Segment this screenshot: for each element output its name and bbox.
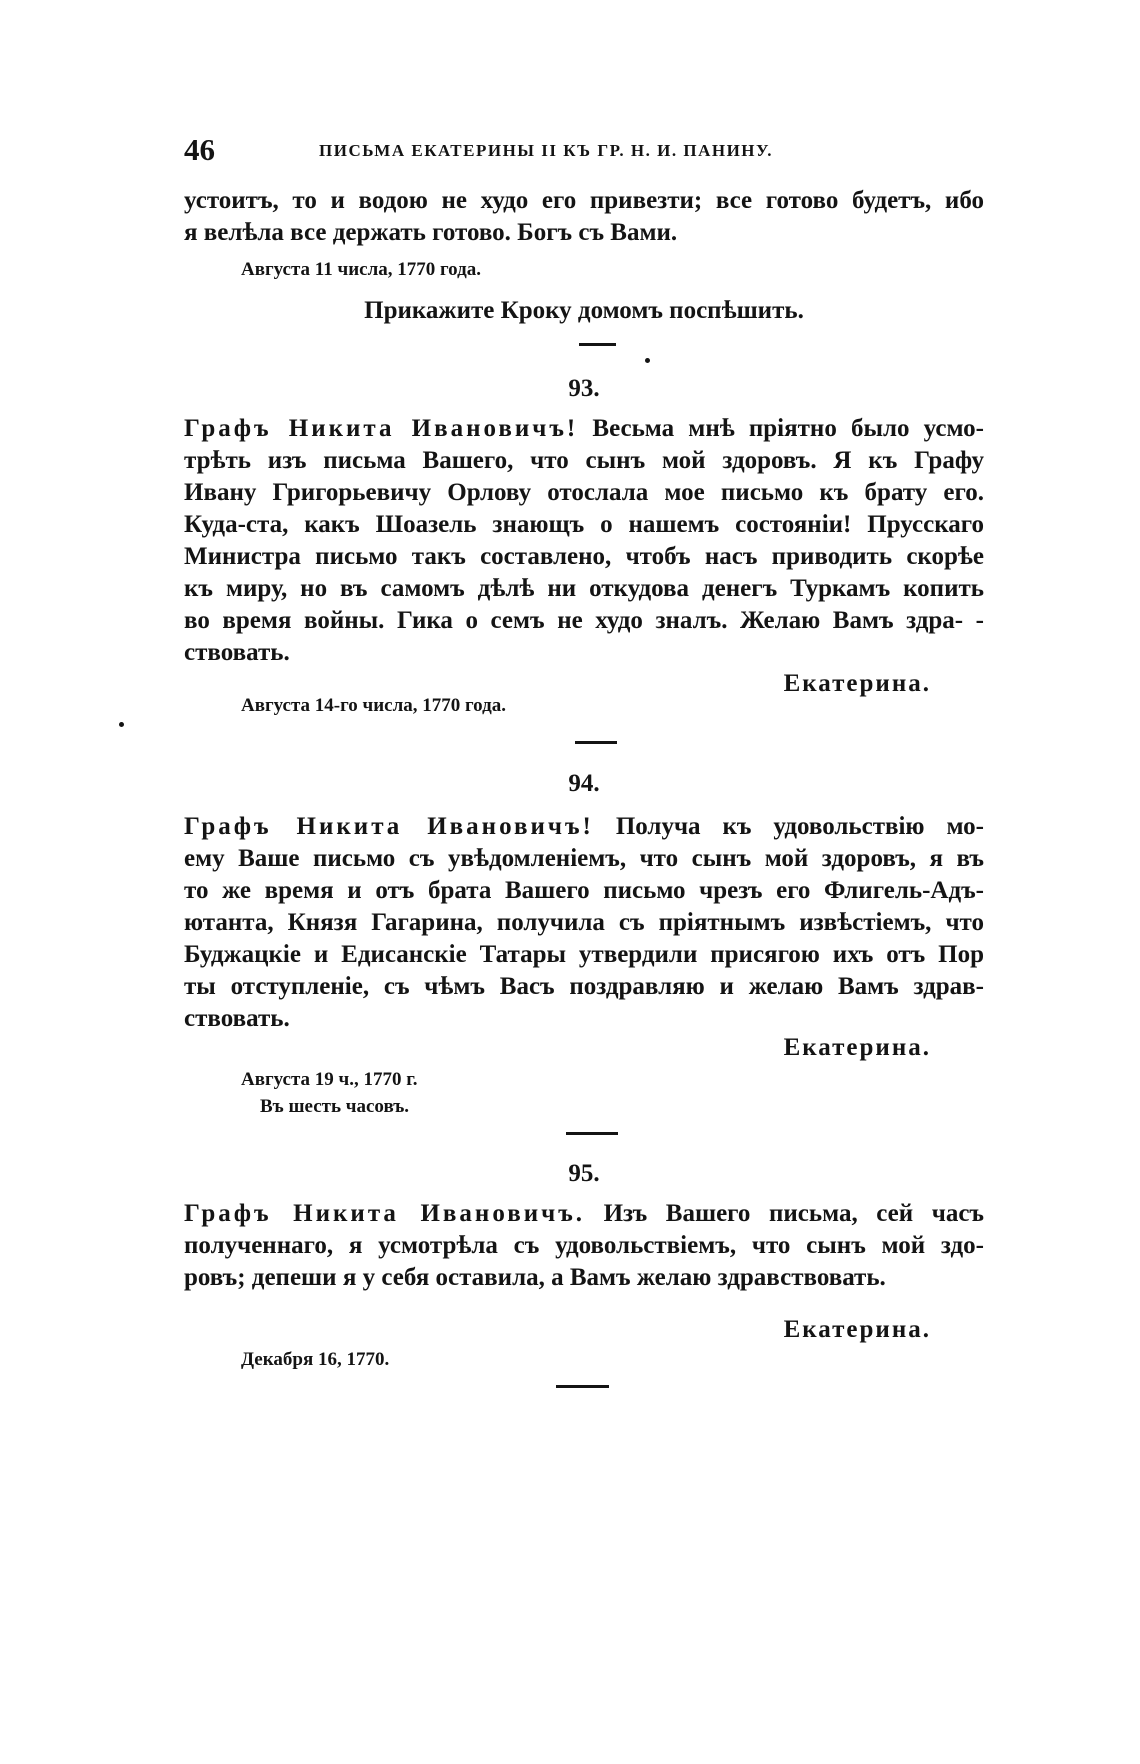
letter-date: Декабря 16, 1770. [241, 1349, 390, 1370]
salutation: Графъ Никита Ивановичъ! [184, 813, 594, 840]
text-line: ствовать. [184, 639, 290, 666]
text-line [184, 812, 984, 842]
page-header [184, 132, 984, 172]
text-line: устоитъ, то и водою не худо его привезти; все готово будетъ, ибо [184, 187, 984, 214]
text-line: трѣть изъ письма Вашего, что сынъ мой здоровъ. Я къ Графу [184, 447, 984, 474]
page-number: 46 [184, 132, 215, 167]
text-line: полученнаго, я усмотрѣла съ удовольствіемъ, что сынъ мой здо- [184, 1232, 984, 1259]
text-line: ствовать. [184, 1005, 290, 1032]
text-line: ему Ваше письмо съ увѣдомленіемъ, что сынъ мой здоровъ, я въ [184, 845, 984, 872]
signature: Екатерина. [783, 670, 931, 697]
running-title: ПИСЬМА ЕКАТЕРИНЫ II КЪ ГР. Н. И. ПАНИНУ. [319, 141, 773, 160]
text-line: ты отступленіе, съ чѣмъ Васъ поздравляю и желаю Вамъ здрав- [184, 973, 984, 1000]
letter-date: Августа 19 ч., 1770 г. [241, 1069, 418, 1090]
text-line: то же время и отъ брата Вашего письмо чрезъ его Флигель-Адъ- [184, 877, 984, 904]
text-line [184, 414, 984, 444]
salutation-continuation: Весьма мнѣ пріятно было усмо- [592, 415, 984, 442]
letter-date: Августа 14-го числа, 1770 года. [241, 695, 506, 716]
letter-number: 94. [568, 770, 600, 797]
salutation-continuation: Изъ Вашего письма, сей часъ [603, 1200, 984, 1227]
signature: Екатерина. [783, 1316, 931, 1343]
letter-date: Августа 11 числа, 1770 года. [241, 259, 481, 280]
letter-number: 93. [568, 375, 600, 402]
salutation-continuation: Получа къ удовольствію мо- [615, 813, 984, 840]
section-divider [556, 1385, 609, 1388]
signature: Екатерина. [783, 1034, 931, 1061]
salutation: Графъ Никита Ивановичъ. [184, 1200, 586, 1227]
section-divider [566, 1132, 618, 1135]
text-line: Министра письмо такъ составлено, чтобъ насъ приводить скорѣе [184, 543, 984, 570]
ink-speck [645, 358, 650, 363]
salutation: Графъ Никита Ивановичъ! [184, 415, 579, 442]
text-line: ровъ; депеши я у себя оставила, а Вамъ желаю здравствовать. [184, 1264, 886, 1291]
letter-number: 95. [568, 1160, 600, 1187]
ink-speck [119, 722, 124, 727]
section-divider [579, 343, 616, 346]
section-divider [575, 741, 617, 744]
text-line: я велѣла все держать готово. Богъ съ Вами. [184, 219, 678, 246]
text-line: Буджацкіе и Едисанскіе Татары утвердили присягою ихъ отъ Пор [184, 941, 984, 968]
letter-time: Въ шесть часовъ. [260, 1096, 410, 1117]
text-line: Ивану Григорьевичу Орлову отослала мое письмо къ брату его. [184, 479, 984, 506]
text-line: ютанта, Князя Гагарина, получила съ пріятнымъ извѣстіемъ, что [184, 909, 984, 936]
text-line: къ миру, но въ самомъ дѣлѣ ни откудова денегъ Туркамъ копить [184, 575, 984, 602]
text-line: во время войны. Гика о семъ не худо зналъ. Желаю Вамъ здра- - [184, 607, 984, 634]
postscript: Прикажите Кроку домомъ поспѣшить. [364, 297, 804, 324]
text-line [184, 1199, 984, 1229]
text-line: Куда-ста, какъ Шоазель знающъ о нашемъ состояніи! Прусскаго [184, 511, 984, 538]
